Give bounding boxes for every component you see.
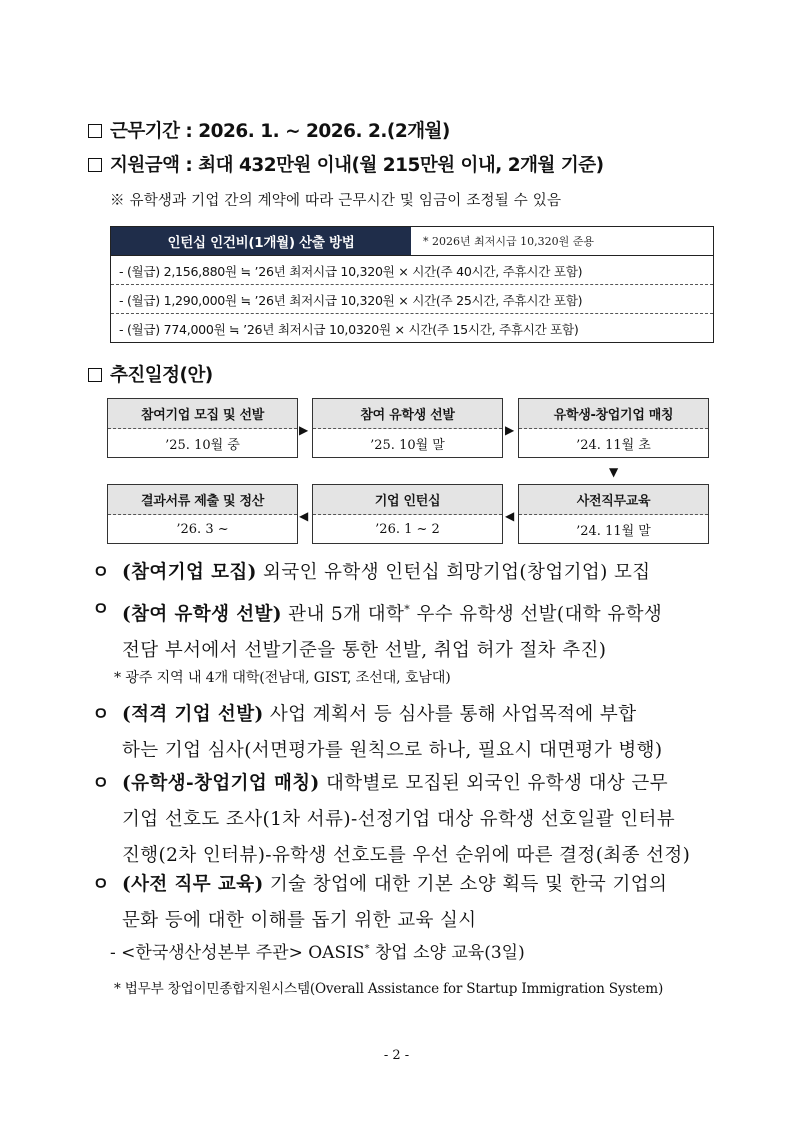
- bullet-marker: ㅇ: [92, 704, 110, 725]
- checkbox-square-icon: [88, 124, 102, 138]
- page-number: - 2 -: [383, 1048, 410, 1063]
- amount-heading: [88, 151, 604, 177]
- bullet-text: 대학별로 모집된 외국인 유학생 대상 근무: [319, 773, 668, 794]
- bullet-select-companies: [92, 697, 732, 769]
- schedule-heading: [88, 361, 213, 387]
- bullet-pre-training: [92, 867, 732, 939]
- bullet-marker: ㅇ: [92, 562, 110, 583]
- bullet-marker: ㅇ: [92, 599, 110, 620]
- flow-step-title: 사전직무교육: [519, 485, 708, 515]
- period-heading: [88, 117, 450, 143]
- bullet-title: (참여기업 모집): [122, 562, 257, 583]
- bullet-title: (유학생-창업기업 매칭): [122, 773, 320, 794]
- bullet-text-line2: 하는 기업 심사(서면평가를 원칙으로 하나, 필요시 대면평가 병행): [122, 740, 663, 761]
- cost-table-row: - (월급) 2,156,880원 ≒ ’26년 최저시급 10,320원 × 시간(주 40시간, 주휴시간 포함): [119, 263, 583, 279]
- sub-item-text: 창업 소양 교육(3일): [369, 943, 525, 963]
- bullet-text: 관내 5개 대학: [281, 604, 405, 626]
- bullet-text: 우수 유학생 선발(대학 유학생: [410, 604, 663, 626]
- flow-step-date: ’25. 10월 중: [165, 438, 240, 453]
- period-label: 근무기간 : 2026. 1. ~ 2026. 2.(2개월): [110, 121, 450, 142]
- bullet-title: (사전 직무 교육): [122, 874, 264, 895]
- flow-step-date: ’26. 3 ~: [176, 522, 229, 537]
- sub-item-text: - <한국생산성본부 주관> OASIS: [110, 943, 365, 963]
- bullet-text-line2: 문화 등에 대한 이해를 돕기 위한 교육 실시: [122, 910, 477, 931]
- arrow-left-icon: ◀: [505, 509, 515, 523]
- flow-step-title: 결과서류 제출 및 정산: [108, 485, 297, 515]
- cost-table-row: - (월급) 1,290,000원 ≒ ’26년 최저시급 10,320원 × 시간(주 25시간, 주휴시간 포함): [111, 284, 713, 313]
- flow-step-title: 참여기업 모집 및 선발: [108, 399, 297, 429]
- arrow-right-icon: ▶: [505, 423, 515, 437]
- flow-step-date: ’24. 11월 말: [576, 524, 651, 539]
- bullet-recruit-companies: [92, 555, 732, 591]
- bullet-text: 기술 창업에 대한 기본 소양 획득 및 한국 기업의: [263, 874, 668, 895]
- flow-step-recruit-companies: [107, 398, 298, 458]
- bullet-marker: ㅇ: [92, 773, 110, 794]
- cost-table-row: - (월급) 774,000원 ≒ ’26년 최저시급 10,0320원 × 시간(주 15시간, 주휴시간 포함): [111, 313, 713, 342]
- checkbox-square-icon: [88, 158, 102, 172]
- bullet-matching: [92, 766, 732, 874]
- bullet-select-students: [92, 592, 732, 669]
- bullet-title: (적격 기업 선발): [122, 704, 264, 725]
- bullet-title: (참여 유학생 선발): [122, 604, 282, 626]
- amount-label: 지원금액 : 최대 432만원 이내(월 215만원 이내, 2개월 기준): [110, 155, 604, 176]
- arrow-down-icon: ▼: [609, 465, 619, 479]
- university-footnote: * 광주 지역 내 4개 대학(전남대, GIST, 조선대, 호남대): [114, 670, 451, 686]
- footnote-mark: *: [404, 603, 411, 616]
- arrow-right-icon: ▶: [299, 423, 309, 437]
- bullet-text-line2: 기업 선호도 조사(1차 서류)-선정기업 대상 유학생 선호일괄 인터뷰: [122, 809, 676, 830]
- cost-table-header-note: * 2026년 최저시급 10,320원 준용: [423, 235, 594, 248]
- cost-table-header: [111, 227, 713, 256]
- oasis-footnote: * 법무부 창업이민종합지원시스템(Overall Assistance for Startup Immigration System): [114, 981, 664, 997]
- bullet-text: 외국인 유학생 인턴십 희망기업(창업기업) 모집: [256, 562, 651, 583]
- flow-step-title: 유학생-창업기업 매칭: [519, 399, 708, 429]
- flow-step-date: ’25. 10월 말: [370, 438, 445, 453]
- flow-step-title: 참여 유학생 선발: [313, 399, 502, 429]
- bullet-text: 사업 계획서 등 심사를 통해 사업목적에 부합: [263, 704, 637, 725]
- flow-step-date: ’24. 11월 초: [576, 438, 651, 453]
- cost-table-title: 인턴십 인건비(1개월) 산출 방법: [111, 227, 411, 255]
- oasis-sub-item: [110, 938, 525, 963]
- arrow-left-icon: ◀: [299, 509, 309, 523]
- flow-step-title: 기업 인턴십: [313, 485, 502, 515]
- bullet-marker: ㅇ: [92, 874, 110, 895]
- schedule-label: 추진일정(안): [110, 365, 213, 386]
- flow-step-select-students: [312, 398, 503, 458]
- amount-note: ※ 유학생과 기업 간의 계약에 따라 근무시간 및 임금이 조정될 수 있음: [110, 193, 562, 209]
- footnote-mark: *: [364, 943, 370, 955]
- flow-step-internship: [312, 484, 503, 544]
- bullet-text-line3: 진행(2차 인터뷰)-유학생 선호도를 우선 순위에 따른 결정(최종 선정): [122, 845, 691, 866]
- bullet-text-line2: 전담 부서에서 선발기준을 통한 선발, 취업 허가 절차 추진): [122, 640, 607, 662]
- flow-step-pre-training: [518, 484, 709, 544]
- cost-table: [110, 226, 714, 343]
- flow-step-settlement: [107, 484, 298, 544]
- flow-step-date: ’26. 1 ~ 2: [375, 522, 440, 537]
- flow-step-matching: [518, 398, 709, 458]
- checkbox-square-icon: [88, 368, 102, 382]
